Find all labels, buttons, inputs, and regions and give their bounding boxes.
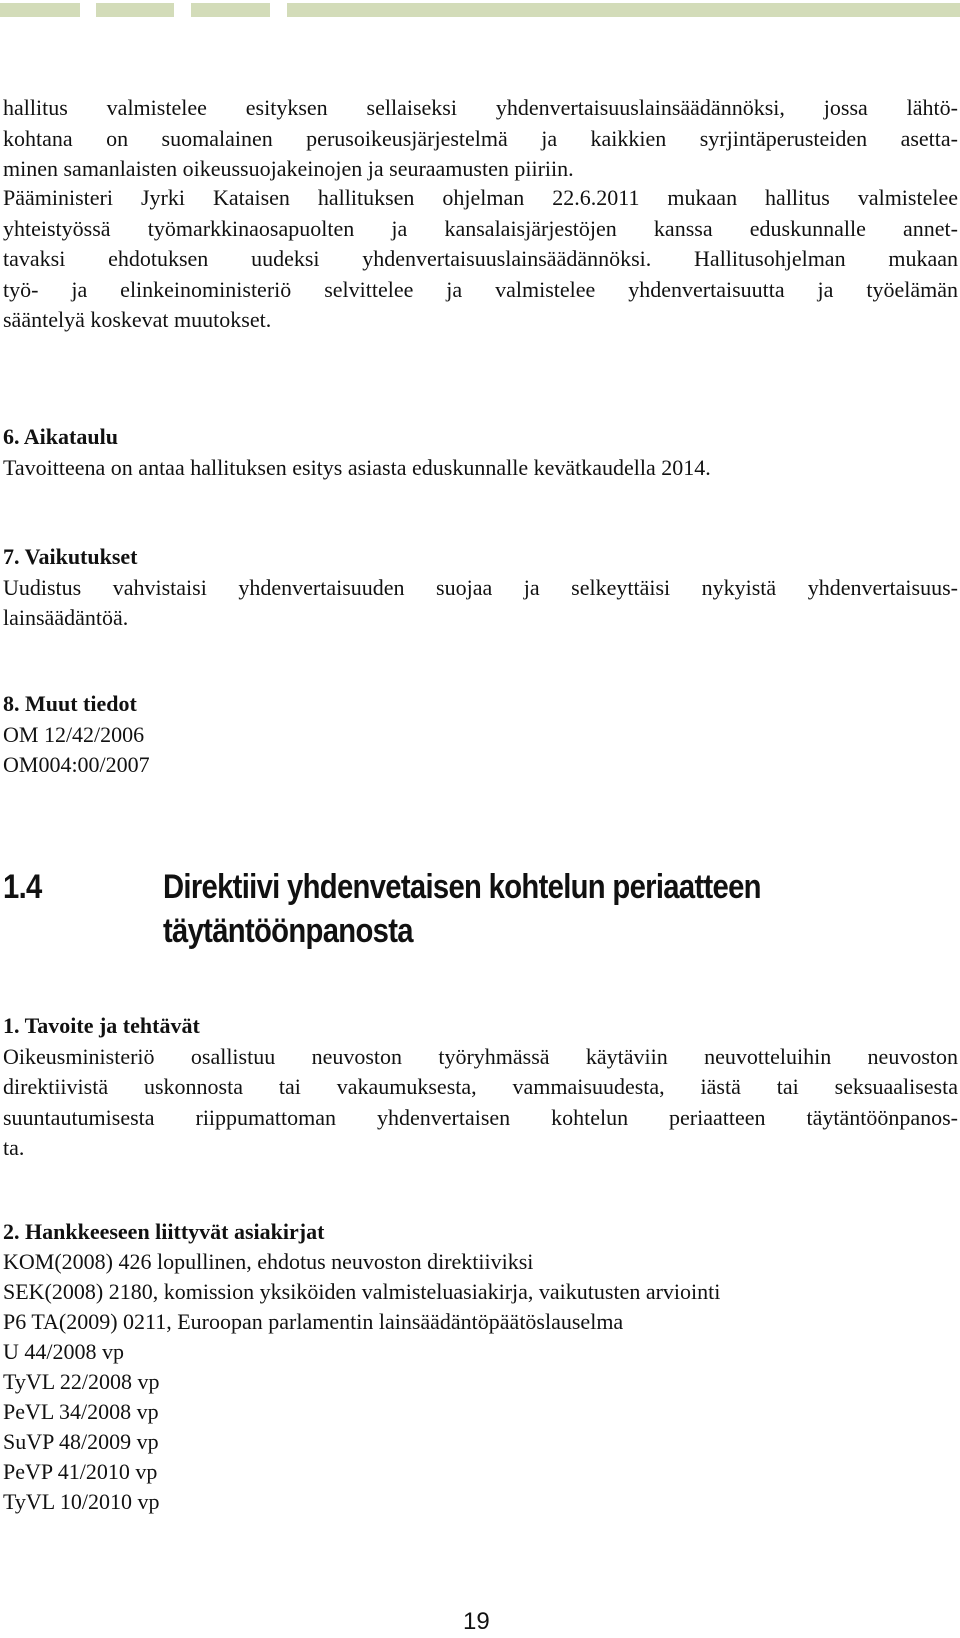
chapter-title-line: Direktiivi yhdenvetaisen kohtelun periaatteen bbox=[162, 868, 761, 906]
list-item: PeVP 41/2010 vp bbox=[3, 1459, 158, 1484]
text-line: Uudistus vahvistaisi yhdenvertaisuuden suojaa ja selkeyttäisi nykyistä yhdenvertaisuus- bbox=[3, 574, 958, 600]
chapter-title-line: täytäntöönpanosta bbox=[162, 912, 413, 950]
header-bar-segment bbox=[96, 3, 174, 17]
section-heading: 2. Hankkeeseen liittyvät asiakirjat bbox=[3, 1219, 325, 1244]
chapter-number: 1.4 bbox=[3, 868, 42, 906]
list-item: P6 TA(2009) 0211, Euroopan parlamentin lainsäädäntöpäätöslauselma bbox=[3, 1309, 624, 1334]
header-decoration-bar bbox=[0, 3, 960, 17]
text-line: hallitus valmistelee esityksen sellaiseksi yhdenvertaisuuslainsäädännöksi, jossa lähtö- bbox=[3, 95, 958, 120]
section-goal bbox=[3, 1011, 958, 1164]
list-item: TyVL 22/2008 vp bbox=[3, 1369, 160, 1394]
section-heading: 1. Tavoite ja tehtävät bbox=[3, 1013, 200, 1038]
section-related-documents bbox=[3, 1217, 958, 1517]
list-item: U 44/2008 vp bbox=[3, 1339, 124, 1364]
text-line: Oikeusministeriö osallistuu neuvoston työryhmässä käytäviin neuvotteluihin neuvoston bbox=[3, 1043, 958, 1069]
paragraph-intro bbox=[3, 93, 958, 185]
text-line: sääntelyä koskevat muutokset. bbox=[3, 307, 272, 333]
section-heading: 8. Muut tiedot bbox=[3, 691, 137, 716]
text-line: suuntautumisesta riippumattoman yhdenvertaisen kohtelun periaatteen täytäntöönpanos- bbox=[3, 1104, 958, 1130]
list-item: KOM(2008) 426 lopullinen, ehdotus neuvoston direktiiviksi bbox=[3, 1249, 534, 1274]
text-line: Pääministeri Jyrki Kataisen hallituksen ohjelman 22.6.2011 mukaan hallitus valmistelee bbox=[3, 185, 958, 210]
text-line: tavaksi ehdotuksen uudeksi yhdenvertaisuuslainsäädännöksi. Hallitusohjelman mukaan bbox=[3, 246, 958, 272]
list-item: SEK(2008) 2180, komission yksiköiden valmisteluasiakirja, vaikutusten arviointi bbox=[3, 1279, 721, 1304]
text-line: OM004:00/2007 bbox=[3, 752, 150, 778]
text-line: ta. bbox=[3, 1135, 25, 1161]
section-other-info bbox=[3, 689, 958, 781]
list-item: PeVL 34/2008 vp bbox=[3, 1399, 159, 1424]
text-line: yhteistyössä työmarkkinaosapuolten ja kansalaisjärjestöjen kanssa eduskunnalle annet- bbox=[3, 215, 958, 241]
text-line: kohtana on suomalainen perusoikeusjärjestelmä ja kaikkien syrjintäperusteiden asetta- bbox=[3, 125, 958, 151]
list-item: SuVP 48/2009 vp bbox=[3, 1429, 159, 1454]
text-line: OM 12/42/2006 bbox=[3, 721, 145, 747]
page-number: 19 bbox=[463, 1608, 490, 1635]
header-bar-segment bbox=[0, 3, 80, 17]
text-line: työ- ja elinkeinoministeriö selvittelee ja valmistelee yhdenvertaisuutta ja työelämän bbox=[3, 276, 958, 302]
section-heading: 6. Aikataulu bbox=[3, 424, 118, 449]
section-schedule bbox=[3, 422, 958, 483]
chapter-title bbox=[163, 865, 937, 953]
list-item: TyVL 10/2010 vp bbox=[3, 1489, 160, 1514]
header-bar-segment bbox=[287, 3, 960, 17]
section-heading: 7. Vaikutukset bbox=[3, 544, 138, 569]
text-line: direktiivistä uskonnosta tai vakaumuksesta, vammaisuudesta, iästä tai seksuaalisesta bbox=[3, 1074, 958, 1100]
paragraph-government-program bbox=[3, 183, 958, 336]
header-bar-segment bbox=[191, 3, 270, 17]
text-line: lainsäädäntöä. bbox=[3, 605, 129, 631]
text-line: minen samanlaisten oikeussuojakeinojen ja seuraamusten piiriin. bbox=[3, 156, 574, 182]
text-line: Tavoitteena on antaa hallituksen esitys asiasta eduskunnalle kevätkaudella 2014. bbox=[3, 454, 711, 480]
section-impacts bbox=[3, 542, 958, 634]
